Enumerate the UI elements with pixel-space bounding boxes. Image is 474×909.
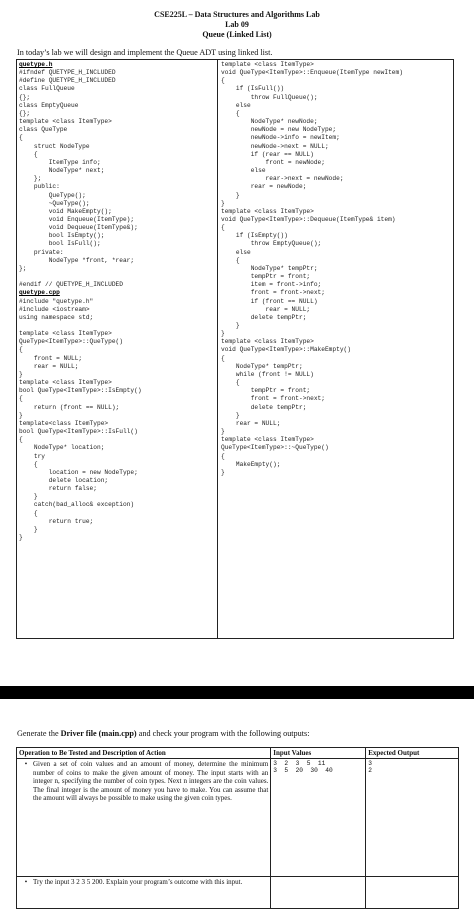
bullet-icon: • <box>24 878 28 886</box>
operations-table <box>16 747 459 909</box>
input-cell <box>271 877 366 909</box>
table-header-row <box>17 748 459 759</box>
header-input: Input Values <box>271 748 366 759</box>
output-cell <box>366 759 459 877</box>
operation-cell <box>17 759 271 877</box>
input-values: 3 2 3 5 11 3 5 20 30 40 <box>273 760 333 774</box>
header-operation: Operation to Be Tested and Description of Action <box>17 748 271 759</box>
source-file-code: #include "quetype.h" #include <iostream> using namespace std; template <class ItemType> QueType<ItemType>::QueType() { front = NULL; rear = NULL; } template <class ItemType> bool QueType<ItemType>::IsEmpty() { return (front == NULL); } template<class ItemType> bool QueType<ItemType>::IsFull() { NodeType* location; try { location = new NodeType; delete location; return false; } catch(bad_alloc& exception) { return true; } } <box>19 297 142 542</box>
source-file-name: quetype.cpp <box>19 289 60 297</box>
header-file-code: #ifndef QUETYPE_H_INCLUDED #define QUETYPE_H_INCLUDED class FullQueue {}; class EmptyQueue {}; template <class ItemType> class QueType { struct NodeType { ItemType info; NodeType* next; }; public: QueType(); ~QueType(); void MakeEmpty(); void Enqueue(ItemType); void Dequeue(ItemType&); bool IsEmpty(); bool IsFull(); private: NodeType *front, *rear; }; #endif // QUETYPE_H_INCLUDED <box>19 69 138 289</box>
operation-description: Try the input 3 2 3 5 200. Explain your program’s outcome with this input. <box>33 878 243 886</box>
table-row <box>17 877 459 909</box>
intro-text: In today’s lab we will design and implement the Queue ADT using linked list. <box>17 48 273 57</box>
page-separator <box>0 686 474 699</box>
driver-suffix: and check your program with the following outputs: <box>138 729 310 738</box>
bullet-icon: • <box>24 760 28 768</box>
column-divider <box>217 60 218 638</box>
lab-number: Lab 09 <box>225 20 249 29</box>
table-row <box>17 759 459 877</box>
header-file-name: quetype.h <box>19 61 53 68</box>
expected-output: 3 2 <box>368 760 372 774</box>
right-code-column: template <class ItemType> void QueType<ItemType>::Enqueue(ItemType newItem) { if (IsFull()) throw FullQueue(); else { NodeType* newNode; newNode = new NodeType; newNode->info = newItem; newNode->next = NULL; if (rear == NULL) front = newNode; else rear->next = newNode; rear = newNode; } } template <class ItemType> void QueType<ItemType>::Dequeue(ItemType& item) { if (IsEmpty()) throw EmptyQueue(); else { NodeType* tempPtr; tempPtr = front; item = front->info; front = front->next; if (front == NULL) rear = NULL; delete tempPtr; } } template <class ItemType> void QueType<ItemType>::MakeEmpty() { NodeType* tempPtr; while (front != NULL) { tempPtr = front; front = front->next; delete tempPtr; } rear = NULL; } template <class ItemType> QueType<ItemType>::~QueType() { MakeEmpty(); } <box>221 61 403 476</box>
operation-cell <box>17 877 271 909</box>
input-cell <box>271 759 366 877</box>
lab-topic: Queue (Linked List) <box>202 30 272 39</box>
course-title: CSE225L – Data Structures and Algorithms Lab <box>154 10 320 19</box>
driver-prefix: Generate the <box>17 729 59 738</box>
operation-description: Given a set of coin values and an amount of money, determine the minimum number of coins to make the given amount of money. The input starts with an integer n, specifying the number of coin types. Next n integers are the coin values. The final integer is the amount of money you have to make. You can assume that the amount will always be possible to make using the given coin types. <box>33 760 269 802</box>
output-cell <box>366 877 459 909</box>
code-table <box>16 59 454 639</box>
header-output: Expected Output <box>366 748 459 759</box>
driver-instructions <box>17 729 310 738</box>
left-code-column <box>19 61 215 542</box>
driver-file-name: Driver file (main.cpp) <box>60 729 137 738</box>
